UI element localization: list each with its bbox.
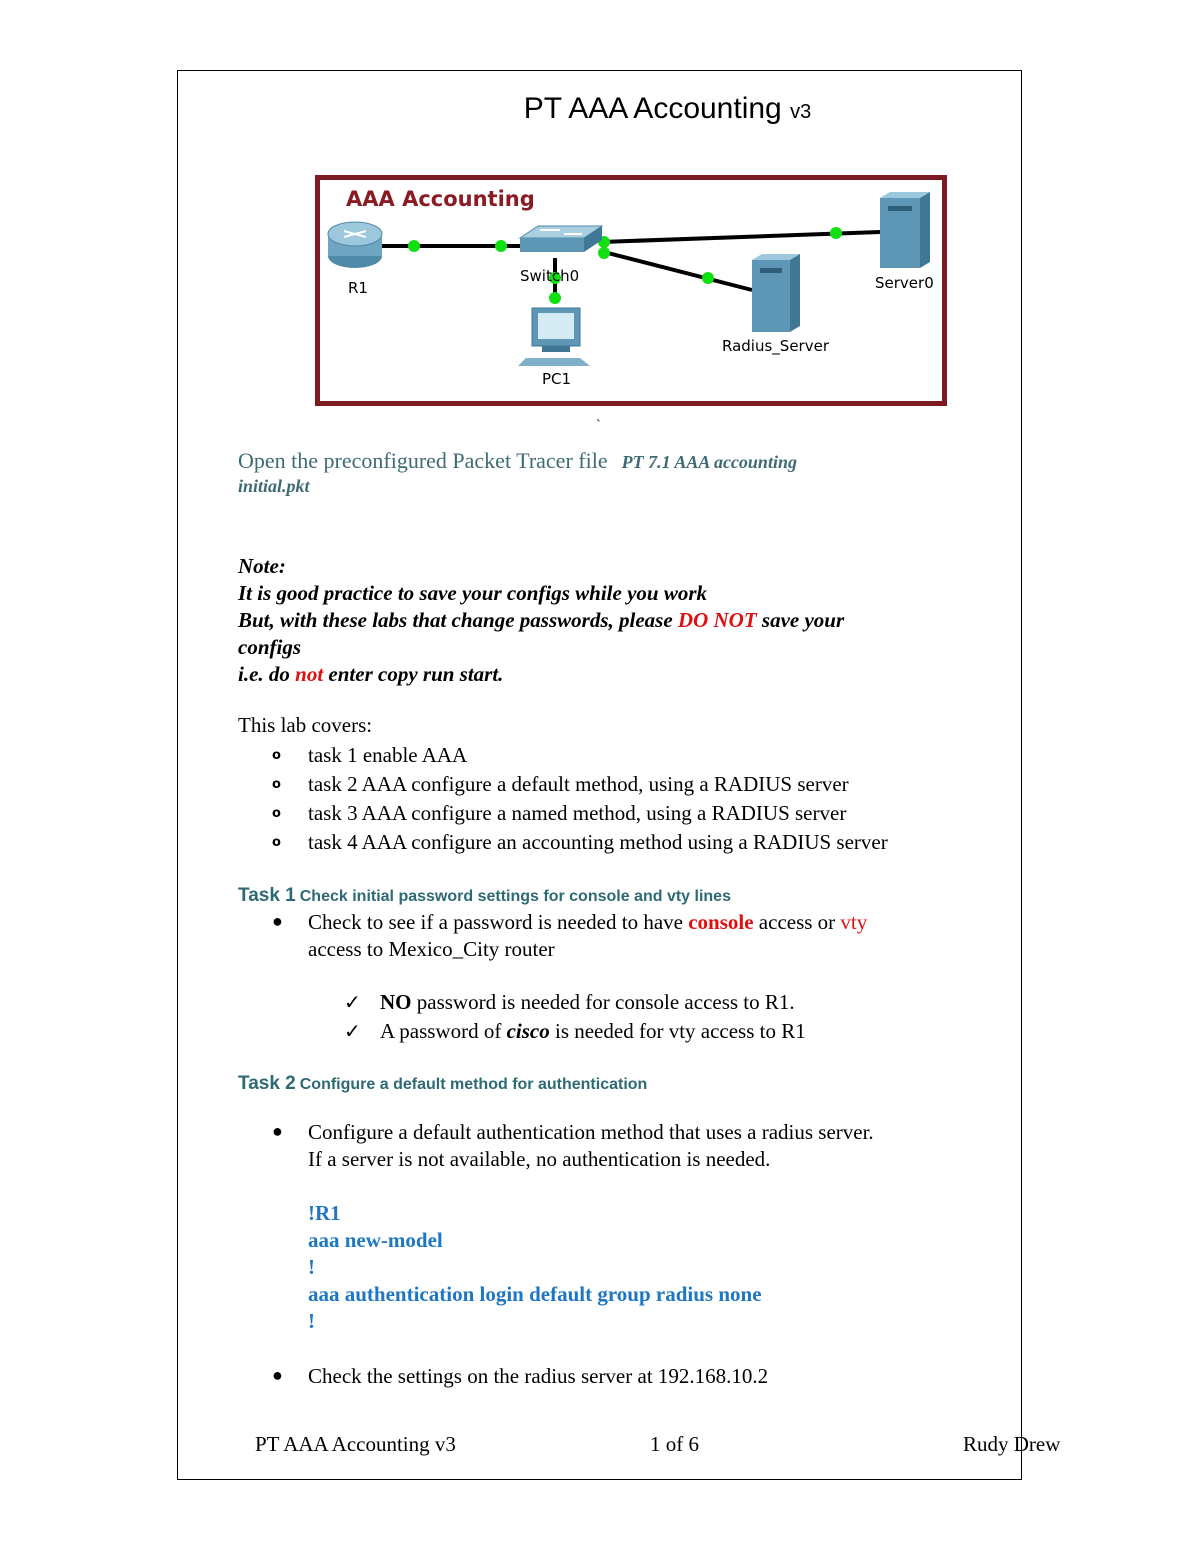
link-dot [549, 292, 561, 304]
task2-bullet2: Check the settings on the radius server at 192.168.10.2 [308, 1364, 769, 1388]
task2-heading: Task 2 Configure a default method for authentication [238, 1073, 648, 1094]
list-item: o task 2 AAA configure a default method, using a RADIUS server [272, 770, 888, 799]
r1-label: R1 [348, 279, 368, 297]
router-icon [328, 222, 382, 268]
network-diagram [315, 175, 947, 406]
server0-label: Server0 [875, 274, 934, 292]
circle-bullet-icon: o [272, 777, 281, 792]
bullet-icon: ● [272, 911, 283, 931]
circle-bullet-icon: o [272, 806, 281, 821]
radius-server-icon [752, 254, 800, 332]
link-switch-radius [604, 252, 752, 290]
open-instruction: Open the preconfigured Packet Tracer file PT 7.1 AAA accounting [238, 448, 797, 473]
bullet-icon: ● [272, 1121, 283, 1141]
task1-heading: Task 1 Check initial password settings for console and vty lines [238, 885, 731, 906]
server-icon [880, 192, 930, 268]
link-dot [408, 240, 420, 252]
radius-server-label: Radius_Server [722, 337, 829, 355]
footer-author: Rudy Drew [963, 1432, 1061, 1456]
covers-heading: This lab covers: [238, 713, 373, 737]
open-filename-cont: initial.pkt [238, 476, 310, 496]
task1-bullet: Check to see if a password is needed to have console access or vty access to Mexico_City router [308, 910, 868, 961]
check-item: ✓ A password of cisco is needed for vty access to R1 [344, 1019, 806, 1043]
covers-list [272, 741, 888, 857]
footer-left: PT AAA Accounting v3 [255, 1432, 456, 1456]
task2-bullet: Configure a default authentication method that uses a radius server. If a server is not available, no authentication is needed. [308, 1120, 874, 1171]
link-dot [702, 272, 714, 284]
bullet-icon: ● [272, 1365, 283, 1385]
link-dot [495, 240, 507, 252]
diagram-label: AAA Accounting [346, 187, 535, 211]
page-title: PT AAA Accounting v3 [523, 92, 812, 125]
check-icon: ✓ [344, 1019, 361, 1043]
pc-label: PC1 [542, 370, 572, 388]
pc-icon [518, 308, 590, 366]
check-item: ✓ NO password is needed for console access to R1. [344, 990, 795, 1014]
code-block: !R1 aaa new-model ! aaa authentication login default group radius none ! [308, 1201, 762, 1333]
stray-mark: ` [596, 418, 601, 433]
list-item: o task 1 enable AAA [272, 741, 888, 770]
footer-page: 1 of 6 [650, 1432, 699, 1456]
check-icon: ✓ [344, 990, 361, 1014]
link-dot [830, 227, 842, 239]
switch-icon [520, 226, 602, 252]
circle-bullet-icon: o [272, 835, 281, 850]
circle-bullet-icon: o [272, 748, 281, 763]
link-dot [598, 247, 610, 259]
list-item: o task 4 AAA configure an accounting method using a RADIUS server [272, 828, 888, 857]
switch-label: Switch0 [520, 267, 580, 285]
list-item: o task 3 AAA configure a named method, using a RADIUS server [272, 799, 888, 828]
note-block: Note: It is good practice to save your configs while you work But, with these labs that change passwords, please DO NOT save your configs i.e. do not enter copy run start. [238, 554, 845, 686]
